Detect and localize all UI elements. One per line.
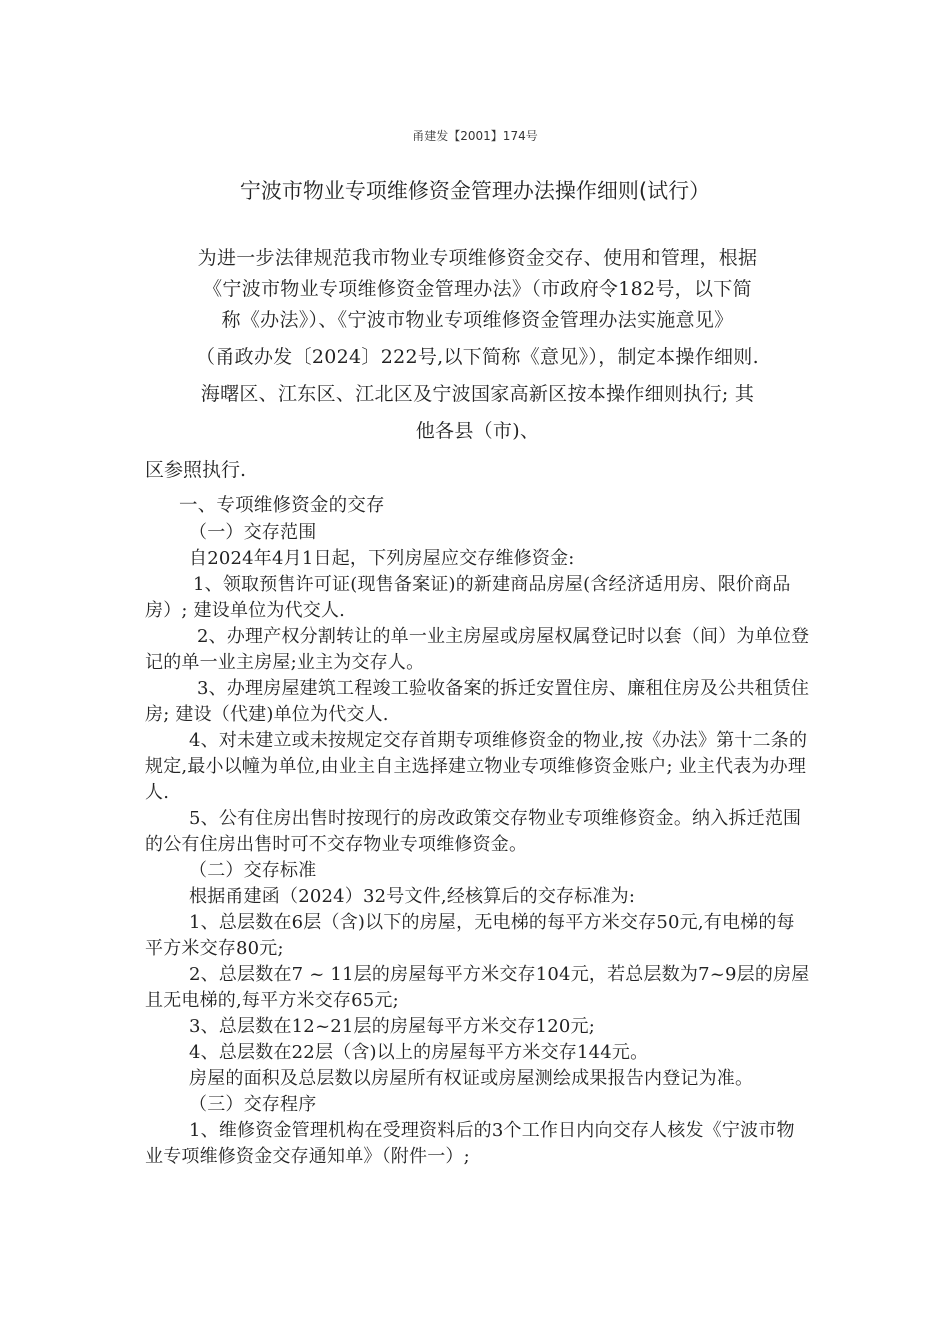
list-item: 4、对未建立或未按规定交存首期专项维修资金的物业,按《办法》第十二条的规定,最小以幢为单位,由业主自主选择建立物业专项维修资金账户; 业主代表为办理人. <box>145 730 808 803</box>
document-body <box>145 492 810 1170</box>
doc-number: 甬建发【2001】174号 <box>412 129 538 143</box>
subsection-heading: （三）交存程序 <box>189 1094 317 1115</box>
intro-line: 海曙区、江东区、江北区及宁波国家高新区按本操作细则执行; 其 <box>200 383 755 405</box>
section-heading: 一、专项维修资金的交存 <box>179 495 385 516</box>
list-item: 3、总层数在12~21层的房屋每平方米交存120元; <box>189 1016 595 1037</box>
intro-tail: 区参照执行. <box>145 459 247 481</box>
list-item: 1、领取预售许可证(现售备案证)的新建商品房屋(含经济适用房、限价商品房）; 建设单位为代交人. <box>145 574 791 621</box>
list-item: 5、公有住房出售时按现行的房改政策交存物业专项维修资金。纳入拆迁范围的公有住房出售时可不交存物业专项维修资金。 <box>145 808 802 855</box>
subsection-heading: （一）交存范围 <box>189 522 317 543</box>
list-item: 1、维修资金管理机构在受理资料后的3个工作日内向交存人核发《宁波市物业专项维修资金交存通知单》（附件一）; <box>145 1120 795 1167</box>
intro-line: 《宁波市物业专项维修资金管理办法》（市政府令182号，以下简 <box>203 278 752 300</box>
list-item: 2、总层数在7 ~ 11层的房屋每平方米交存104元，若总层数为7~9层的房屋且无电梯的,每平方米交存65元; <box>145 964 810 1011</box>
list-item: 1、总层数在6层（含)以下的房屋，无电梯的每平方米交存50元,有电梯的每平方米交存80元; <box>145 912 795 959</box>
list-item: 2、办理产权分割转让的单一业主房屋或房屋权属登记时以套（间）为单位登记的单一业主房屋;业主为交存人。 <box>145 626 810 673</box>
list-item: 4、总层数在22层（含)以上的房屋每平方米交存144元。 <box>189 1042 649 1063</box>
paragraph: 根据甬建函（2024）32号文件,经核算后的交存标准为: <box>189 886 636 907</box>
intro-line: 为进一步法律规范我市物业专项维修资金交存、使用和管理，根据 <box>197 247 758 269</box>
intro-line: （甬政办发〔2024〕222号,以下简称《意见》），制定本操作细则. <box>196 346 759 368</box>
list-item: 3、办理房屋建筑工程竣工验收备案的拆迁安置住房、廉租住房及公共租赁住房; 建设（代建)单位为代交人. <box>145 678 810 725</box>
intro-line: 他各县（市)、 <box>415 420 540 442</box>
intro-paragraph <box>145 243 810 447</box>
intro-line: 称《办法》）、《宁波市物业专项维修资金管理办法实施意见》 <box>221 309 734 331</box>
doc-title: 宁波市物业专项维修资金管理办法操作细则(试行） <box>239 179 711 203</box>
paragraph: 自2024年4月1日起，下列房屋应交存维修资金: <box>189 548 575 569</box>
paragraph: 房屋的面积及总层数以房屋所有权证或房屋测绘成果报告内登记为准。 <box>189 1068 754 1089</box>
subsection-heading: （二）交存标准 <box>189 860 317 881</box>
